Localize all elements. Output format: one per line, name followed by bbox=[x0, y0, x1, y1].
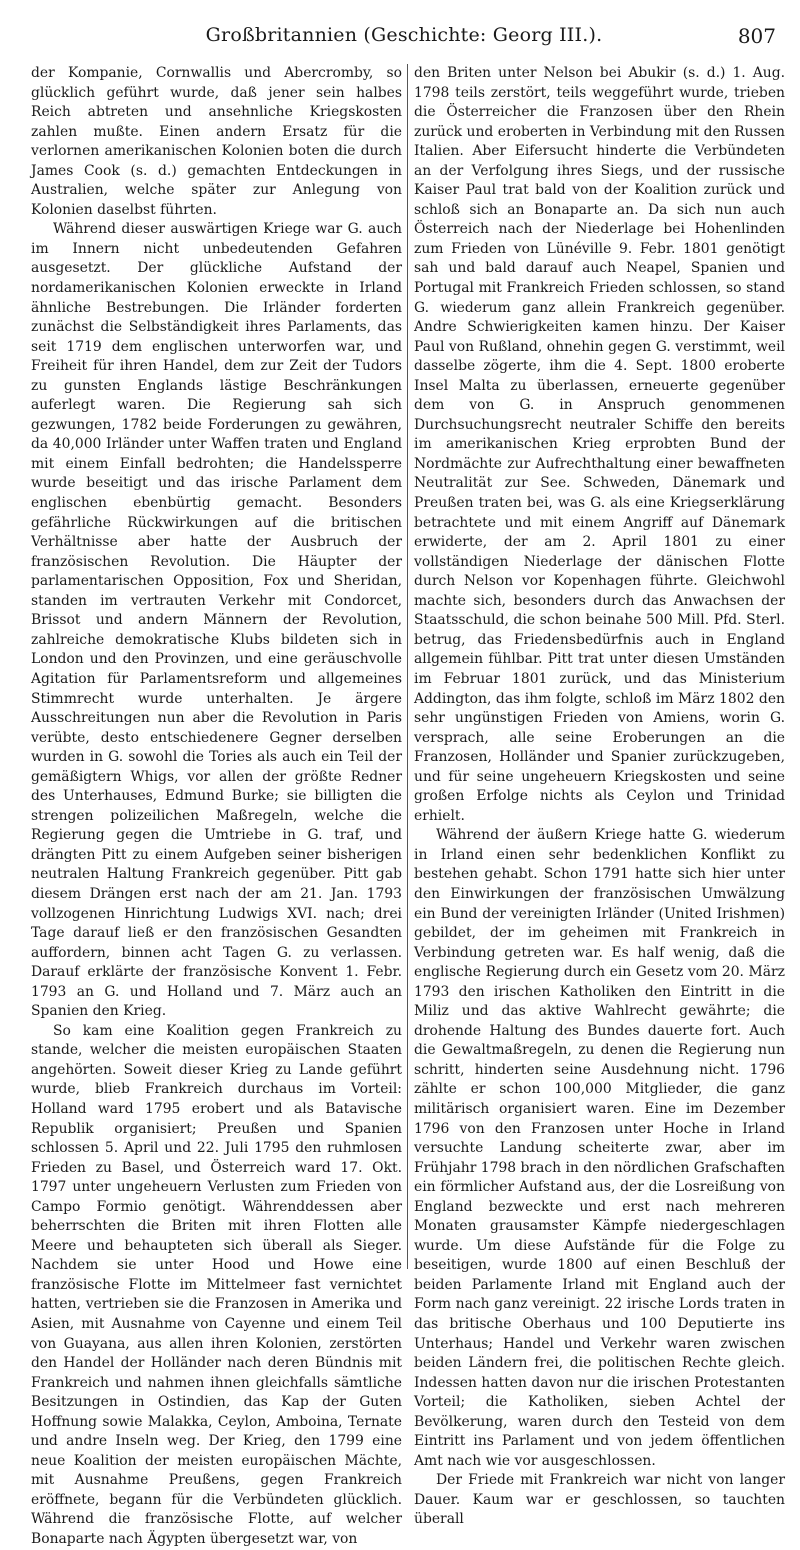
paragraph: Der Friede mit Frankreich war nicht von langer Dauer. Kaum war er geschlossen, so tauchten überall bbox=[414, 1472, 785, 1528]
paragraph: So kam eine Koalition gegen Frankreich zu stande, welcher die meisten europäischen Staaten angehörten. Soweit dieser Krieg zu Lande geführt wurde, blieb Frankreich durchaus im Vorteil: Holland ward 1795 erobert und als Batavische Republik organisiert; Preußen und Spanien schlossen 5. April und 22. Juli 1795 den ruhmlosen Frieden zu Basel, und Österreich ward 17. Okt. 1797 unter ungeheuern Verlusten zum Frieden von Campo Formio genötigt. Währenddessen aber beherrschten die Briten mit ihren Flotten alle Meere und behaupteten sich überall als Sieger. Nachdem sie unter Hood und Howe eine französische Flotte im Mittelmeer fast vernichtet hatten, vertrieben sie die Franzosen in Amerika und Asien, mit Ausnahme von Cayenne und einem Teil von Guayana, aus allen ihren Kolonien, zerstörten den Handel der Holländer nach deren Bündnis mit Frankreich und nahmen ihnen gleichfalls sämtliche Besitzungen in Ostindien, das Kap der Guten Hoffnung sowie Malakka, Ceylon, Amboina, Ternate und andre Inseln weg. Der Krieg, den 1799 eine neue Koalition der meisten europäischen Mächte, mit Ausnahme Preußens, gegen Frankreich eröffnete, begann für die Verbündeten glücklich. Während die französische Flotte, auf welcher Bonaparte nach Ägypten übergesetzt war, von bbox=[31, 1022, 402, 1548]
paragraph: der Kompanie, Cornwallis und Abercromby, so glücklich geführt wurde, daß jener sein halbes Reich abtreten und ansehnliche Kriegskosten zahlen mußte. Einen andern Ersatz für die verlornen amerikanischen Kolonien boten die durch James Cook (s. d.) gemachten Entdeckungen in Australien, welche später zur Anlegung von Kolonien daselbst führten. bbox=[31, 65, 402, 218]
column-divider bbox=[407, 64, 408, 1269]
paragraph: Während dieser auswärtigen Kriege war G. auch im Innern nicht unbedeutenden Gefahren ausgesetzt. Der glückliche Aufstand der nordamerikanischen Kolonien erweckte in Irland ähnliche Bestrebungen. Die Irländer forderten zunächst die Selbständigkeit ihres Parlaments, das seit 1719 dem englischen unterworfen war, und Freiheit für ihren Handel, dem zur Zeit der Tudors zu gunsten Englands lästige Beschränkungen auferlegt waren. Die Regierung sah sich gezwungen, 1782 beide Forderungen zu gewähren, da 40,000 Irländer unter Waffen traten und England mit einem Einfall bedrohten; die Handelssperre wurde beseitigt und das irische Parlament dem englischen ebenbürtig gemacht. Besonders gefährliche Rückwirkungen auf die britischen Verhältnisse aber hatte der Ausbruch der französischen Revolution. Die Häupter der parlamentarischen Opposition, Fox und Sheridan, standen im vertrauten Verkehr mit Condorcet, Brissot und andern Männern der Revolution, zahlreiche demokratische Klubs bildeten sich in London und den Provinzen, und eine geräuschvolle Agitation für Parlamentsreform und allgemeines Stimmrecht wurde unterhalten. Je ärgere Ausschreitungen nun aber die Revolution in Paris verübte, desto entschiedenere Gegner derselben wurden in G. sowohl die Tories als auch ein Teil der gemäßigtern Whigs, vor allen der größte Redner des Unterhauses, Edmund Burke; sie billigten die strengen polizeilichen Maßregeln, welche die Regierung gegen die Umtriebe in G. traf, und drängten Pitt zu einem Aufgeben seiner bisherigen neutralen Haltung Frankreich gegenüber. Pitt gab diesem Drängen erst nach der am 21. Jan. 1793 vollzogenen Hinrichtung Ludwigs XVI. nach; drei Tage darauf ließ er den französischen Gesandten auffordern, binnen acht Tagen G. zu verlassen. Darauf erklärte der französische Konvent 1. Febr. 1793 an G. und Holland und 7. März auch an Spanien den Krieg. bbox=[31, 221, 402, 1020]
left-column bbox=[31, 64, 402, 1550]
page-number: 807 bbox=[737, 24, 776, 48]
running-title: Großbritannien (Geschichte: Georg III.). bbox=[205, 24, 603, 46]
paragraph: Während der äußern Kriege hatte G. wiederum in Irland einen sehr bedenklichen Konflikt zu bestehen gehabt. Schon 1791 hatte sich hier unter den Einwirkungen der französischen Umwälzung ein Bund der vereinigten Irländer (United Irishmen) gebildet, der im geheimen mit Frankreich in Verbindung getreten war. Es half wenig, daß die englische Regierung durch ein Gesetz vom 20. März 1793 den irischen Katholiken den Eintritt in die Miliz und das aktive Wahlrecht gewährte; die drohende Haltung des Bundes dauerte fort. Auch die Gewaltmaßregeln, zu denen die Regierung nun schritt, hinderten seine Ausdehnung nicht. 1796 zählte er schon 100,000 Mitglieder, die ganz militärisch organisiert waren. Eine im Dezember 1796 von den Franzosen unter Hoche in Irland versuchte Landung scheiterte zwar, aber im Frühjahr 1798 brach in den nördlichen Grafschaften ein förmlicher Aufstand aus, der die Losreißung von England bezweckte und erst nach mehreren Monaten grausamster Kämpfe niedergeschlagen wurde. Um diese Aufstände für die Folge zu beseitigen, wurde 1800 auf einen Beschluß der beiden Parlamente Irland mit England auch der Form nach ganz vereinigt. 22 irische Lords traten in das britische Oberhaus und 100 Deputierte ins Unterhaus; Handel und Verkehr waren zwischen beiden Ländern frei, die politischen Rechte gleich. Indessen hatten davon nur die irischen Protestanten Vorteil; die Katholiken, sieben Achtel der Bevölkerung, waren durch den Testeid von dem Eintritt ins Parlament und von jedem öffentlichen Amt nach wie vor ausgeschlossen. bbox=[414, 827, 785, 1469]
right-column bbox=[414, 64, 785, 1530]
page-header bbox=[30, 14, 778, 54]
paragraph: den Briten unter Nelson bei Abukir (s. d.) 1. Aug. 1798 teils zerstört, teils weggeführt wurde, trieben die Österreicher die Franzosen über den Rhein zurück und eroberten in Verbindung mit den Russen Italien. Aber Eifersucht hinderte die Verbündeten an der Verfolgung ihres Siegs, und der russische Kaiser Paul trat bald von der Koalition zurück und schloß sich an Bonaparte an. Da sich nun auch Österreich nach der Niederlage bei Hohenlinden zum Frieden von Lünéville 9. Febr. 1801 genötigt sah und bald darauf auch Neapel, Spanien und Portugal mit Frankreich Frieden schlossen, so stand G. wiederum ganz allein Frankreich gegenüber. Andre Schwierigkeiten kamen hinzu. Der Kaiser Paul von Rußland, ohnehin gegen G. verstimmt, weil dasselbe zögerte, ihm die 4. Sept. 1800 eroberte Insel Malta zu überlassen, erneuerte gegenüber dem von G. in Anspruch genommenen Durchsuchungsrecht neutraler Schiffe den bereits im amerikanischen Krieg erprobten Bund der Nordmächte zur Aufrechthaltung einer bewaffneten Neutralität zur See. Schweden, Dänemark und Preußen traten bei, was G. als eine Kriegserklärung betrachtete und mit einem Angriff auf Dänemark erwiderte, der am 2. April 1801 zu einer vollständigen Niederlage der dänischen Flotte durch Nelson vor Kopenhagen führte. Gleichwohl machte sich, besonders durch das Anwachsen der Staatsschuld, die schon beinahe 500 Mill. Pfd. Sterl. betrug, das Friedensbedürfnis auch in England allgemein fühlbar. Pitt trat unter diesen Umständen im Februar 1801 zurück, und das Ministerium Addington, das ihm folgte, schloß im März 1802 den sehr ungünstigen Frieden von Amiens, worin G. versprach, alle seine Eroberungen an die Franzosen, Holländer und Spanier zurückzugeben, und für seine ungeheuern Kriegskosten und seine großen Erfolge nichts als Ceylon und Trinidad erhielt. bbox=[414, 65, 785, 824]
